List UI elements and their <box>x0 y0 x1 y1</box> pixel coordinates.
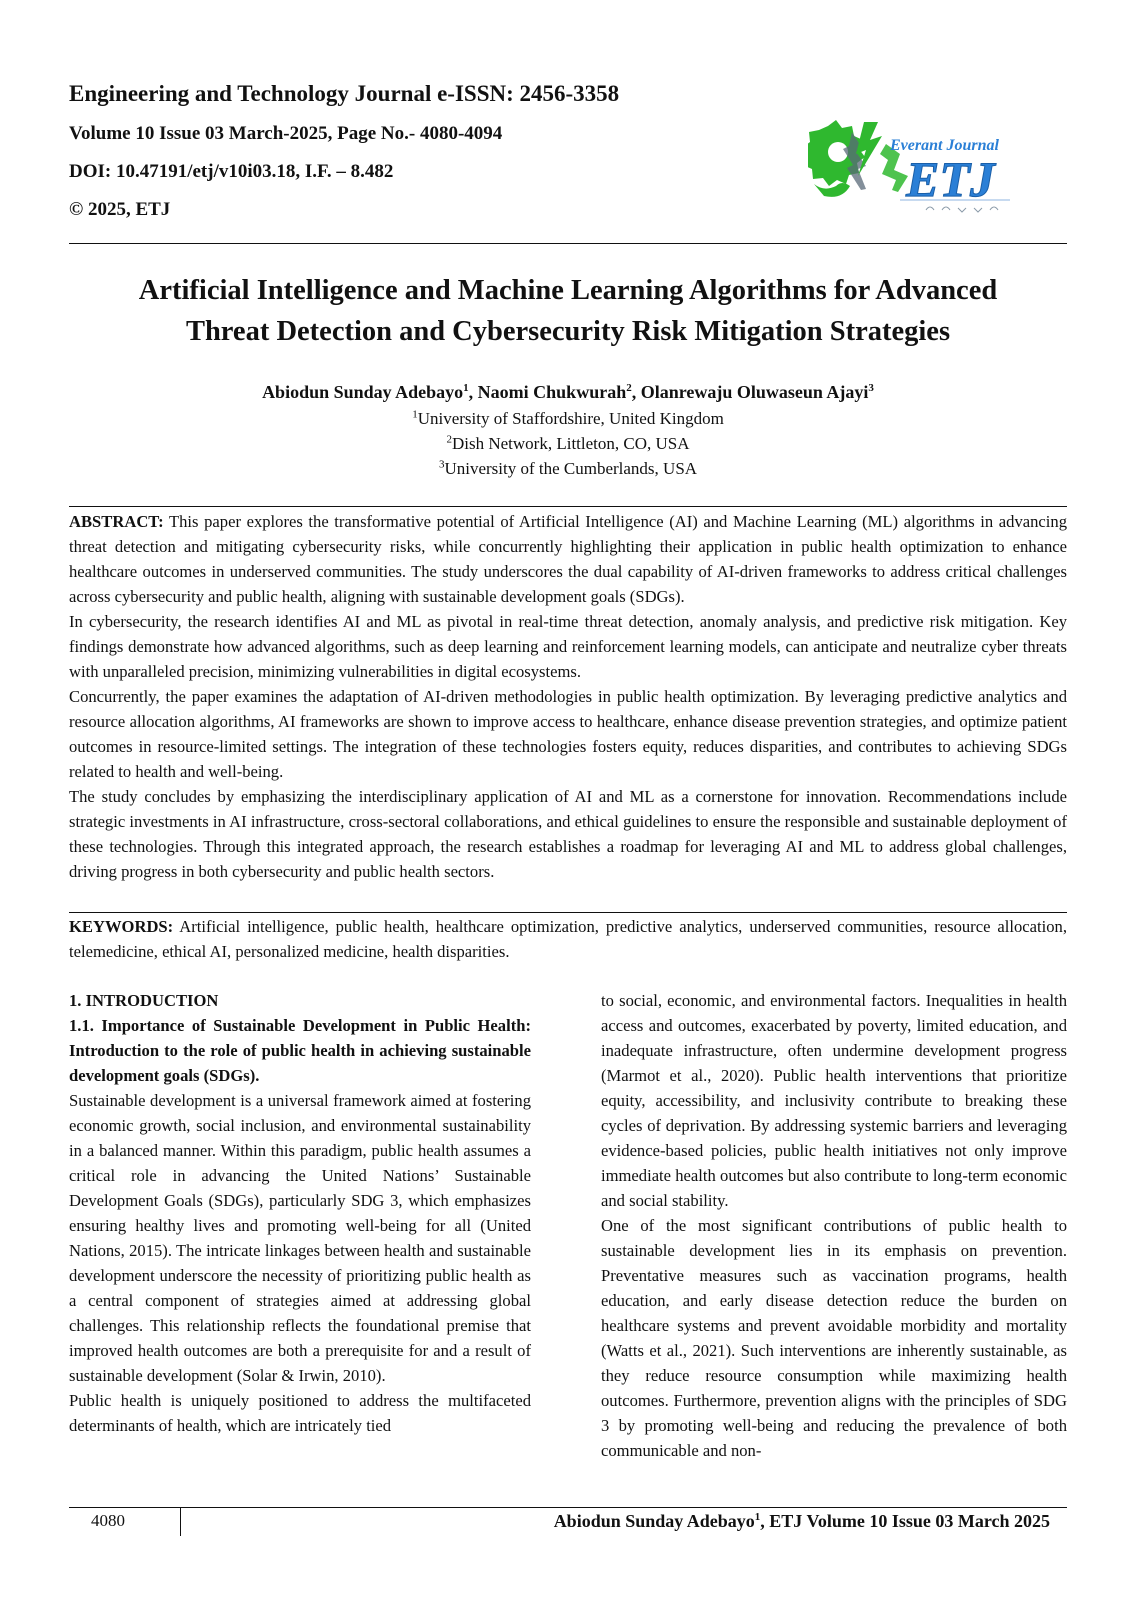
author-name: Olanrewaju Oluwaseun Ajayi <box>640 382 869 402</box>
author-name: Naomi Chukwurah <box>477 382 627 402</box>
abstract-label: ABSTRACT: <box>69 512 164 531</box>
journal-header <box>69 80 769 222</box>
author-separator: , <box>468 382 478 402</box>
affiliation <box>69 406 1067 431</box>
author-separator: , <box>631 382 641 402</box>
running-rest: , ETJ Volume 10 Issue 03 March 2025 <box>760 1511 1050 1531</box>
abstract-rule <box>69 506 1067 507</box>
author-sup: 3 <box>868 382 874 394</box>
running-sup: 1 <box>754 1511 761 1523</box>
author-sup: 2 <box>626 382 632 394</box>
header-rule <box>69 243 1067 244</box>
abstract-paragraph: The study concludes by emphasizing the interdisciplinary application of AI and ML as a cornerstone for innovation. Recommendations include strategic investments in AI infrastructure, cross-sectoral collaborations, and ethical guidelines to ensure the responsible and sustainable deployment of these technologies. Through this integrated approach, the research establishes a roadmap for leveraging AI and ML to address global challenges, driving progress in both cybersecurity and public health sectors. <box>69 787 1067 881</box>
right-column <box>601 988 1067 1463</box>
affiliation-text: University of Staffordshire, United Kingdom <box>417 409 724 428</box>
etj-logo <box>808 114 1020 224</box>
abstract-paragraph <box>69 509 1067 609</box>
affiliation-text: Dish Network, Littleton, CO, USA <box>451 434 690 453</box>
body-paragraph: Sustainable development is a universal framework aimed at fostering economic growth, social inclusion, and environmental sustainability in a balanced manner. Within this paradigm, public health assumes a critical role in advancing the United Nations’ Sustainable Development Goals (SDGs), particularly SDG 3, which emphasizes ensuring healthy lives and promoting well-being for all (United Nations, 2015). The intricate linkages between health and sustainable development underscore the necessity of prioritizing public health as a central component of strategies aimed at addressing global challenges. This relationship reflects the foundational premise that improved health outcomes are both a prerequisite for and a result of sustainable development (Solar & Irwin, 2010). <box>69 1091 531 1385</box>
abstract <box>69 509 1067 884</box>
affiliation <box>69 431 1067 456</box>
affiliation-list <box>69 406 1067 481</box>
page-number: 4080 <box>91 1511 125 1530</box>
keywords <box>69 914 1067 964</box>
keywords-rule <box>69 912 1067 913</box>
title-line-2: Threat Detection and Cybersecurity Risk Mitigation Strategies <box>185 316 951 347</box>
keywords-paragraph <box>69 914 1067 964</box>
logo-text-top: Everant Journal <box>890 137 999 154</box>
paper-title <box>69 270 1067 352</box>
author-sup: 1 <box>463 382 469 394</box>
title-line-1: Artificial Intelligence and Machine Learning Algorithms for Advanced <box>138 275 998 306</box>
affiliation-text: University of the Cumberlands, USA <box>444 459 698 478</box>
body-paragraph: to social, economic, and environmental factors. Inequalities in health access and outcomes, exacerbated by poverty, limited education, and inadequate infrastructure, often undermine development progress (Marmot et al., 2020). Public health interventions that prioritize equity, accessibility, and inclusivity contribute to breaking these cycles of deprivation. By addressing systemic barriers and leveraging evidence-based policies, public health initiatives not only improve immediate health outcomes but also contribute to long-term economic and social stability. <box>601 991 1067 1210</box>
affiliation <box>69 456 1067 481</box>
etj-logo-graphic <box>808 114 1020 224</box>
left-column <box>69 988 531 1438</box>
running-author: Abiodun Sunday Adebayo <box>553 1511 755 1531</box>
footer-rule <box>69 1507 1067 1508</box>
volume-info: Volume 10 Issue 03 March-2025, Page No.- 4080-4094 <box>69 123 503 144</box>
abstract-paragraph: In cybersecurity, the research identifies AI and ML as pivotal in real-time threat detection, anomaly analysis, and predictive risk mitigation. Key findings demonstrate how advanced algorithms, such as deep learning and reinforcement learning models, can anticipate and neutralize cyber threats with unparalleled precision, minimizing vulnerabilities in digital ecosystems. <box>69 612 1067 681</box>
keywords-label: KEYWORDS: <box>69 917 174 936</box>
doi-info: DOI: 10.47191/etj/v10i03.18, I.F. – 8.482 <box>69 161 394 182</box>
abstract-text: This paper explores the transformative potential of Artificial Intelligence (AI) and Machine Learning (ML) algorithms in advancing threat detection and mitigating cybersecurity risks, while concurrently highlighting their application in public health optimization to enhance healthcare outcomes in underserved communities. The study underscores the dual capability of AI-driven frameworks to address critical challenges across cybersecurity and public health, aligning with sustainable development goals (SDGs). <box>69 512 1067 606</box>
subsection-heading: 1.1. Importance of Sustainable Development in Public Health: Introduction to the role of public health in achieving sustainable development goals (SDGs). <box>69 1016 531 1085</box>
copyright: © 2025, ETJ <box>69 199 171 220</box>
author-list <box>69 380 1067 404</box>
section-heading: 1. INTRODUCTION <box>69 991 219 1010</box>
affiliation-sup: 2 <box>446 433 452 446</box>
running-footer <box>554 1510 1050 1532</box>
affiliation-sup: 1 <box>412 408 418 421</box>
footer-divider <box>180 1508 181 1536</box>
keywords-text: Artificial intelligence, public health, healthcare optimization, predictive analytics, underserved communities, resource allocation, telemedicine, ethical AI, personalized medicine, health disparities. <box>69 917 1067 961</box>
body-paragraph: One of the most significant contributions of public health to sustainable development lies in its emphasis on prevention. Preventative measures such as vaccination programs, health education, and early disease detection reduce the burden on healthcare systems and prevent avoidable morbidity and mortality (Watts et al., 2021). Such interventions are inherently sustainable, as they reduce resource consumption while maximizing health outcomes. Furthermore, prevention aligns with the principles of SDG 3 by promoting well-being and reducing the prevalence of both communicable and non- <box>601 1216 1067 1460</box>
abstract-paragraph: Concurrently, the paper examines the adaptation of AI-driven methodologies in public health optimization. By leveraging predictive analytics and resource allocation algorithms, AI frameworks are shown to improve access to healthcare, enhance disease prevention strategies, and optimize patient outcomes in resource-limited settings. The integration of these technologies fosters equity, reduces disparities, and contributes to achieving SDGs related to health and well-being. <box>69 687 1067 781</box>
journal-name: Engineering and Technology Journal e-ISSN: 2456-3358 <box>69 81 620 106</box>
affiliation-sup: 3 <box>438 458 445 471</box>
author-name: Abiodun Sunday Adebayo <box>262 382 464 402</box>
logo-text-main: ETJ <box>906 151 995 207</box>
body-paragraph: Public health is uniquely positioned to address the multifaceted determinants of health, which are intricately tied <box>69 1391 531 1435</box>
